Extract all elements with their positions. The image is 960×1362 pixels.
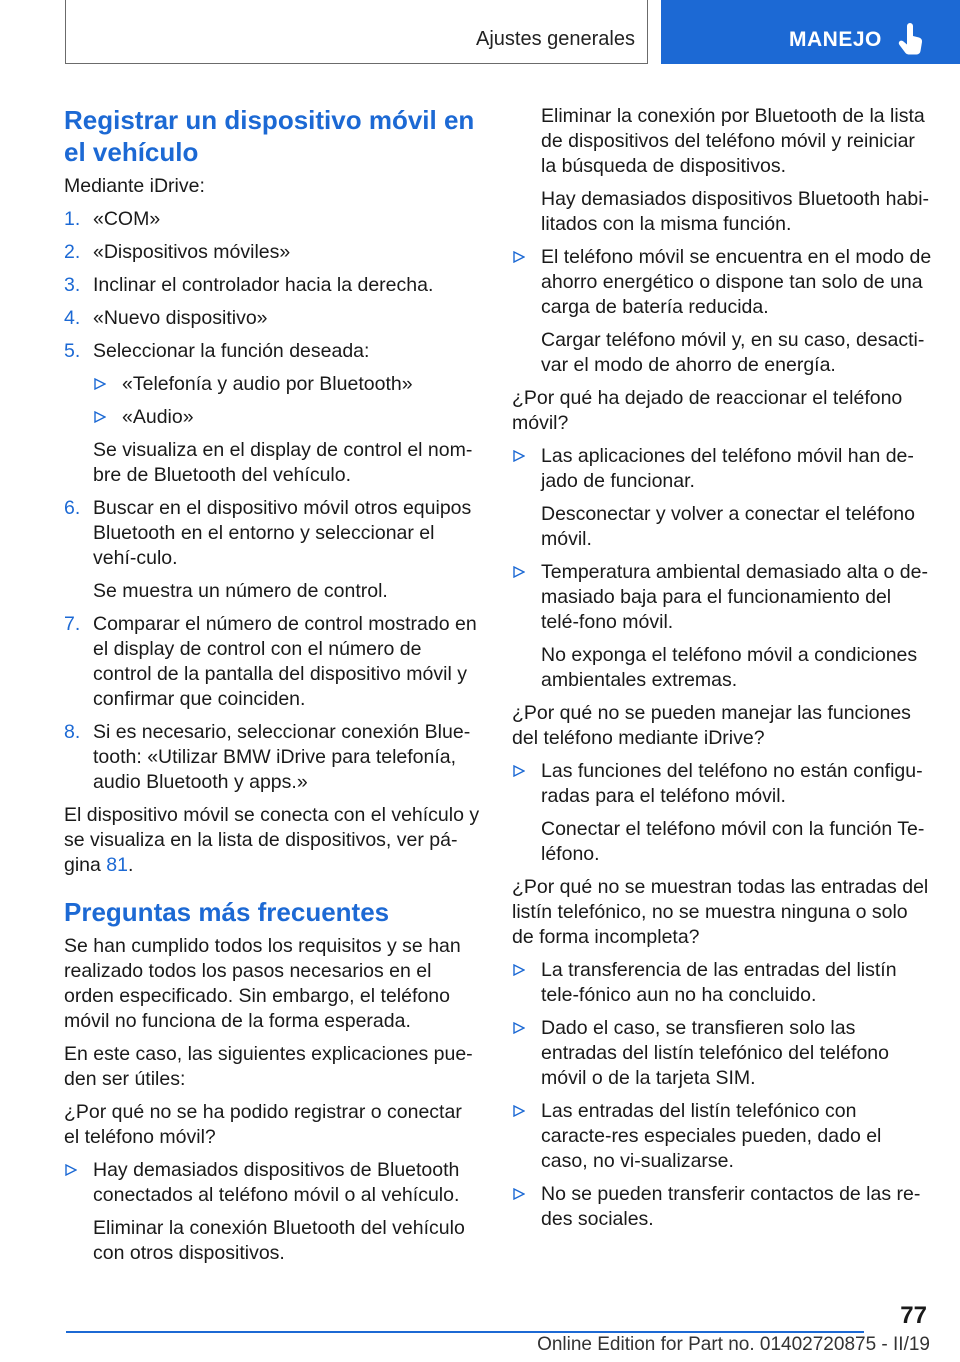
step-text: Buscar en el dispositivo móvil otros equipos Bluetooth en el entorno y seleccionar el vehí-culo. (93, 497, 472, 569)
option-list (93, 372, 480, 430)
result-text: El dispositivo móvil se conecta con el vehículo y se visualiza en la lista de dispositivos, ver pá-gina (64, 804, 480, 876)
step-number: 3. (64, 274, 81, 296)
step-text: «COM» (93, 208, 161, 230)
answer-cause: Las entradas del listín telefónico con caracte-res especiales pueden, dado el caso, no vi-sualizarse. (541, 1100, 882, 1172)
answer-item (512, 1099, 932, 1174)
triangle-bullet-icon (513, 450, 525, 462)
answer-cause: No se pueden transferir contactos de las re-des sociales. (541, 1183, 921, 1230)
step-note: Se visualiza en el display de control el nom-bre de Bluetooth del vehículo. (93, 439, 473, 486)
right-column (512, 104, 932, 1240)
option-item (93, 372, 480, 397)
option-text: «Telefonía y audio por Bluetooth» (122, 373, 413, 395)
step-number: 6. (64, 497, 81, 519)
answer-item (512, 759, 932, 867)
answer-list (512, 245, 932, 378)
answer-cause: Hay demasiados dispositivos de Bluetooth conectados al teléfono móvil o al vehículo. (93, 1159, 460, 1206)
triangle-bullet-icon (65, 1164, 77, 1176)
step-number: 8. (64, 721, 81, 743)
answer-fix: No exponga el teléfono móvil a condiciones ambientales extremas. (541, 644, 918, 691)
question-3: ¿Por qué no se pueden manejar las funciones del teléfono mediante iDrive? (512, 702, 911, 749)
heading-register-device: Registrar un dispositivo móvil en el vehículo (64, 105, 475, 167)
triangle-bullet-icon (513, 1022, 525, 1034)
answer-list (512, 759, 932, 867)
answer-cause: Dado el caso, se transfieren solo las entradas del listín telefónico del teléfono móvil o de la tarjeta SIM. (541, 1017, 889, 1089)
answer-item (512, 958, 932, 1008)
faq-intro-2: En este caso, las siguientes explicaciones pue-den ser útiles: (64, 1043, 473, 1090)
option-text: «Audio» (122, 406, 194, 428)
triangle-bullet-icon (513, 765, 525, 777)
faq-intro: Se han cumplido todos los requisitos y se han realizado todos los pasos necesarios en el orden especificado. Sin embargo, el teléfono móvil no funciona de la forma esperada. (64, 935, 461, 1032)
step-number: 1. (64, 208, 81, 230)
triangle-bullet-icon (513, 251, 525, 263)
footer-rule (66, 1331, 864, 1333)
page-reference-link[interactable]: 81 (106, 854, 128, 876)
step-text: «Dispositivos móviles» (93, 241, 291, 263)
question-1: ¿Por qué no se ha podido registrar o conectar el teléfono móvil? (64, 1101, 462, 1148)
answer-fix: Desconectar y volver a conectar el teléfono móvil. (541, 503, 915, 550)
question-2: ¿Por qué ha dejado de reaccionar el teléfono móvil? (512, 387, 903, 434)
answer-cause: Las funciones del teléfono no están configu-radas para el teléfono móvil. (541, 760, 923, 807)
answer-list (512, 444, 932, 693)
step-number: 2. (64, 241, 81, 263)
edition-text: Online Edition for Part no. 01402720875 - II/19 (537, 1334, 930, 1355)
steps-list (64, 207, 480, 795)
answer-fix: Eliminar la conexión por Bluetooth de la lista de dispositivos del teléfono móvil y reiniciar la búsqueda de dispositivos. (541, 105, 925, 177)
answer-fix: Conectar el teléfono móvil con la función Te-léfono. (541, 818, 925, 865)
option-item (93, 405, 480, 430)
answer-item (512, 104, 932, 237)
answer-list (64, 1158, 480, 1266)
step-item (64, 720, 480, 795)
answer-fix: Hay demasiados dispositivos Bluetooth habi-litados con la misma función. (541, 188, 930, 235)
step-number: 5. (64, 340, 81, 362)
step-text: «Nuevo dispositivo» (93, 307, 268, 329)
result-paragraph (64, 803, 480, 878)
step-item (64, 240, 480, 265)
step-text: Inclinar el controlador hacia la derecha. (93, 274, 434, 296)
step-text: Seleccionar la función deseada: (93, 340, 370, 362)
step-number: 4. (64, 307, 81, 329)
step-item (64, 339, 480, 488)
triangle-bullet-icon (513, 566, 525, 578)
step-text: Comparar el número de control mostrado en el display de control con el número de control de la pantalla del dispositivo móvil y confirmar que coinciden. (93, 613, 477, 710)
left-column (64, 104, 480, 1274)
step-item (64, 306, 480, 331)
answer-item (512, 560, 932, 693)
answer-cause: El teléfono móvil se encuentra en el modo de ahorro energético o dispone tan solo de una carga de batería reducida. (541, 246, 932, 318)
section-title: Ajustes generales (476, 28, 635, 50)
answer-cause: Temperatura ambiental demasiado alta o de-masiado baja para el funcionamiento del telé-fono móvil. (541, 561, 928, 633)
step-item (64, 207, 480, 232)
triangle-bullet-icon (94, 378, 106, 390)
answer-fix: Eliminar la conexión Bluetooth del vehículo con otros dispositivos. (93, 1217, 465, 1264)
step-number: 7. (64, 613, 81, 635)
answer-cause: La transferencia de las entradas del listín tele-fónico aun no ha concluido. (541, 959, 897, 1006)
step-item (64, 273, 480, 298)
triangle-bullet-icon (513, 1188, 525, 1200)
step-text: Si es necesario, seleccionar conexión Blue-tooth: «Utilizar BMW iDrive para telefonía, audio Bluetooth y apps.» (93, 721, 471, 793)
answer-list (512, 958, 932, 1232)
hand-icon (897, 22, 927, 56)
header-frame (65, 0, 648, 64)
step-item (64, 496, 480, 604)
answer-cause: Las aplicaciones del teléfono móvil han de-jado de funcionar. (541, 445, 914, 492)
intro-text: Mediante iDrive: (64, 175, 205, 197)
heading-faq: Preguntas más frecuentes (64, 897, 390, 927)
answer-item (512, 245, 932, 378)
result-end: . (128, 854, 134, 876)
triangle-bullet-icon (513, 1105, 525, 1117)
triangle-bullet-icon (94, 411, 106, 423)
triangle-bullet-icon (513, 964, 525, 976)
page-number: 77 (900, 1302, 927, 1329)
answer-list-continued (512, 104, 932, 237)
question-4: ¿Por qué no se muestran todas las entradas del listín telefónico, no se muestra ninguna o solo de forma incompleta? (512, 876, 929, 948)
answer-fix: Cargar teléfono móvil y, en su caso, desacti-var el modo de ahorro de energía. (541, 329, 925, 376)
answer-item (512, 1182, 932, 1232)
answer-item (512, 444, 932, 552)
step-item (64, 612, 480, 712)
chapter-tab-label: MANEJO (789, 28, 882, 51)
step-note: Se muestra un número de control. (93, 580, 388, 602)
answer-item (64, 1158, 480, 1266)
answer-item (512, 1016, 932, 1091)
chapter-tab[interactable] (661, 0, 960, 64)
